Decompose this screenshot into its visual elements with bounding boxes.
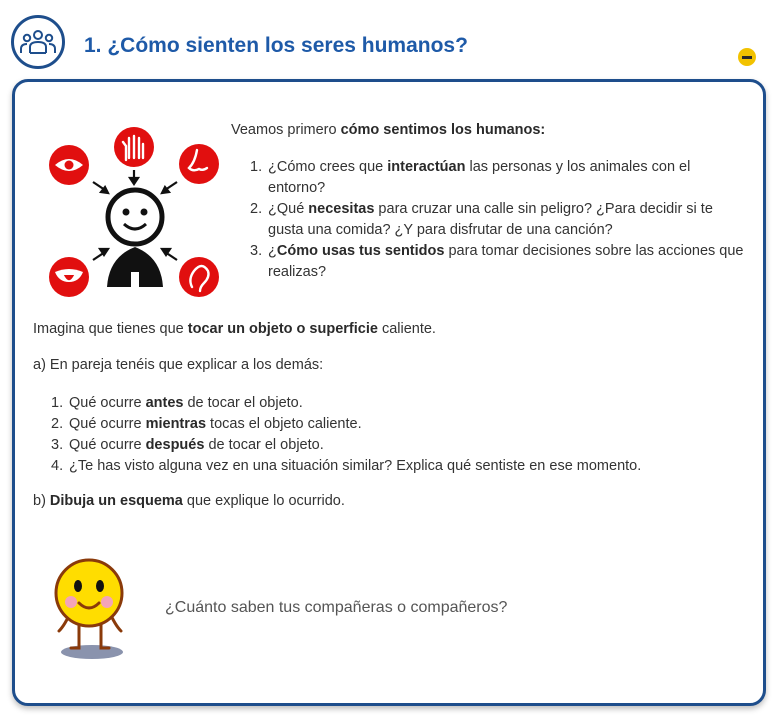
footer-question: ¿Cuánto saben tus compañeras o compañeros?: [165, 599, 508, 616]
list-item: 1. ¿Cómo crees que interactúan las personas y los animales con el entorno?: [250, 159, 691, 196]
list-item: 4. ¿Te has visto alguna vez en una situación similar? Explica qué sentiste en ese momento.: [51, 458, 642, 474]
list-item: 1. Qué ocurre antes de tocar el objeto.: [51, 395, 303, 411]
draw-text: b) Dibuja un esquema que explique lo ocurrido.: [33, 493, 345, 509]
list-item: 3. ¿Cómo usas tus sentidos para tomar decisiones sobre las acciones que realizas?: [250, 243, 744, 280]
nose-icon: [179, 144, 219, 184]
list-item: 2. ¿Qué necesitas para cruzar una calle sin peligro? ¿Para decidir si te gusta una comida? ¿Y para disfrutar de una canción?: [250, 201, 713, 238]
senses-illustration: [47, 122, 223, 300]
content-card: [12, 79, 766, 706]
intro-questions: [250, 157, 758, 283]
imagine-text: Imagina que tienes que tocar un objeto o superficie caliente.: [33, 321, 436, 337]
page-title: 1. ¿Cómo sienten los seres humanos?: [84, 34, 468, 57]
section-header: [0, 0, 776, 78]
steps-list: [51, 393, 749, 477]
collapse-button[interactable]: [738, 48, 756, 66]
list-item: 2. Qué ocurre mientras tocas el objeto caliente.: [51, 416, 362, 432]
smiley-mascot-icon: [49, 556, 129, 664]
people-group-icon: [11, 15, 65, 69]
pair-text: a) En pareja tenéis que explicar a los demás:: [33, 357, 324, 373]
list-item: 3. Qué ocurre después de tocar el objeto.: [51, 437, 324, 453]
intro-lead: Veamos primero cómo sentimos los humanos:: [231, 122, 546, 138]
